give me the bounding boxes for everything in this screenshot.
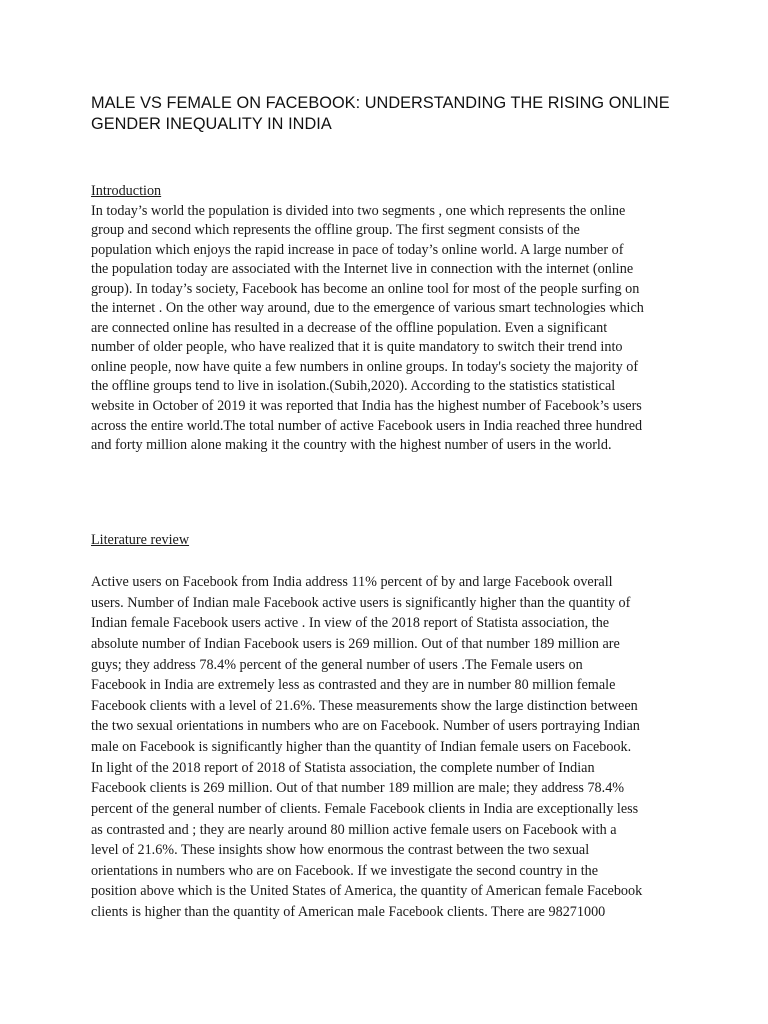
document-title: MALE VS FEMALE ON FACEBOOK: UNDERSTANDING THE RISING ONLINE GENDER INEQUALITY IN INDIA	[91, 94, 670, 133]
literature-review-paragraph: Active users on Facebook from India address 11% percent of by and large Facebook overall users. Number of Indian male Facebook active users is significantly higher than the quantity of Indian female Facebook users active . In view of the 2018 report of Statista association, the absolute number of Indian Facebook users is 269 million. Out of that number 189 million are guys; they address 78.4% percent of the general number of users .The Female users on Facebook in India are extremely less as contrasted and they are in number 80 million female Facebook clients with a level of 21.6%. These measurements show the large distinction between the two sexual orientations in numbers who are on Facebook. Number of users portraying Indian male on Facebook is significantly higher than the quantity of Indian female users on Facebook. In light of the 2018 report of 2018 of Statista association, the complete number of Indian Facebook clients is 269 million. Out of that number 189 million are male; they address 78.4% percent of the general number of clients. Female Facebook clients in India are exceptionally less as contrasted and ; they are nearly around 80 million active female users on Facebook with a level of 21.6%. These insights show how enormous the contrast between the two sexual orientations in numbers who are on Facebook. If we investigate the second country in the position above which is the United States of America, the quantity of American female Facebook clients is higher than the quantity of American male Facebook clients. There are 98271000	[91, 574, 643, 920]
introduction-heading: Introduction	[91, 183, 162, 199]
literature-review-heading: Literature review	[91, 532, 190, 548]
introduction-paragraph: In today’s world the population is divided into two segments , one which represents the online group and second which represents the offline group. The first segment consists of the population which enjoys the rapid increase in pace of today’s online world. A large number of the population today are associated with the Internet live in connection with the internet (online group). In today’s society, Facebook has become an online tool for most of the people surfing on the internet . On the other way around, due to the emergence of various smart technologies which are connected online has resulted in a decrease of the offline population. Even a significant number of older people, who have realized that it is quite mandatory to switch their trend into online people, now have quite a few numbers in online groups. In today's society the majority of the offline groups tend to live in isolation.(Subih,2020). According to the statistics statistical website in October of 2019 it was reported that India has the highest number of Facebook’s users across the entire world.The total number of active Facebook users in India reached three hundred and forty million alone making it the country with the highest number of users in the world.	[91, 202, 644, 454]
literature-review-section	[91, 531, 691, 923]
document-page	[91, 0, 691, 1024]
introduction-section	[91, 182, 691, 456]
